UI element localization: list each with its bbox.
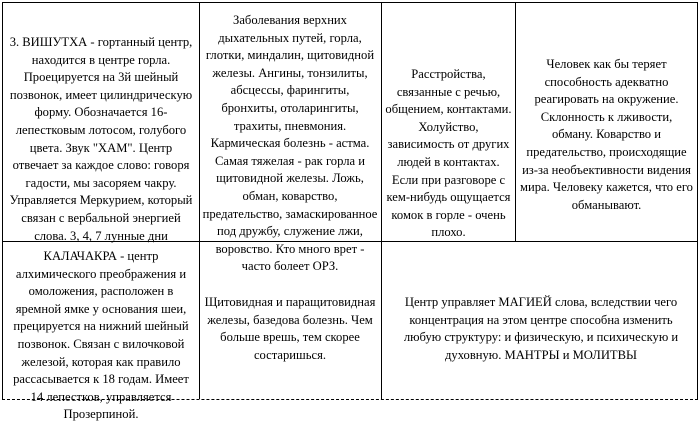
table-border-left bbox=[2, 2, 3, 399]
kalachakra-description-text: КАЛАЧАКРА - центр алхимического преображения и омоложения, расположен в яремной ямке у основания шеи, прецируется на нижний шейный позвонок. Связан с вилочковой железой, которая как правило рассасывается к 18 годам. Имеет 14 лепестков, управляется Прозерпиной. bbox=[13, 249, 189, 422]
table-border-top bbox=[2, 2, 698, 3]
column-divider-2 bbox=[381, 2, 382, 399]
cell-vishuddha-disorders bbox=[385, 66, 512, 242]
vishuddha-description-text: 3. ВИШУТХА - гортанный центр, находится в центре горла. Проецируется на 3й шейный позвонок, имеет цилиндрическую форму. Обозначается 16-лепестковым лотосом, голубого цвета. Звук "ХАМ". Центр отвечает за каждое слово: говоря гадости, мы засоряем чакру. Управляется Меркурием, который связан с вербальной энергией слова. 3, 4, 7 лунные дни bbox=[9, 35, 193, 243]
kalachakra-magic-text: Центр управляет МАГИЕЙ слова, вследствии чего концентрация на этом центре способна изменить любую структуру: и физическую, и психическую и духовную. МАНТРЫ и МОЛИТВЫ bbox=[403, 295, 679, 362]
cell-kalachakra-magic bbox=[392, 294, 690, 364]
column-divider-3 bbox=[515, 2, 516, 241]
table-border-right bbox=[697, 2, 698, 399]
cell-vishuddha-behavior bbox=[519, 56, 694, 214]
vishuddha-diseases-text: Заболевания верхних дыхательных путей, горла, глотки, миндалин, щитовидной железы. Ангины, тонзилиты, абсцессы, фарингиты, бронхиты, отоларингиты, трахиты, пневмония. Кармическая болезнь - астма. Самая тяжелая - рак горла и щитовидной железы. Ложь, обман, коварство, предательство, замаскированное под дружбу, служение лжи, воровство. Кто много врет - часто болеет ОРЗ. bbox=[202, 13, 378, 274]
cell-vishuddha-diseases bbox=[202, 12, 378, 276]
vishuddha-behavior-text: Человек как бы теряет способность адекватно реагировать на окружение. Склонность к лживости, обману. Коварство и предательство, происходящие из-за необъективности видения мира. Человеку кажется, что его обманывают. bbox=[520, 57, 693, 212]
vishuddha-disorders-text: Расстройства, связанные с речью, общением, контактами. Холуйство, зависимость от других людей в контактах. Если при разговоре с кем-нибудь ощущается комок в горле - очень плохо. bbox=[385, 67, 512, 240]
cell-vishuddha-description bbox=[8, 34, 194, 245]
kalachakra-diseases-text: Щитовидная и паращитовидная железы, базедова болезнь. Чем больше врешь, тем скорее состаришься. bbox=[204, 295, 376, 362]
cell-kalachakra-diseases bbox=[202, 294, 378, 364]
cell-kalachakra-description bbox=[6, 248, 196, 424]
column-divider-1 bbox=[199, 2, 200, 399]
